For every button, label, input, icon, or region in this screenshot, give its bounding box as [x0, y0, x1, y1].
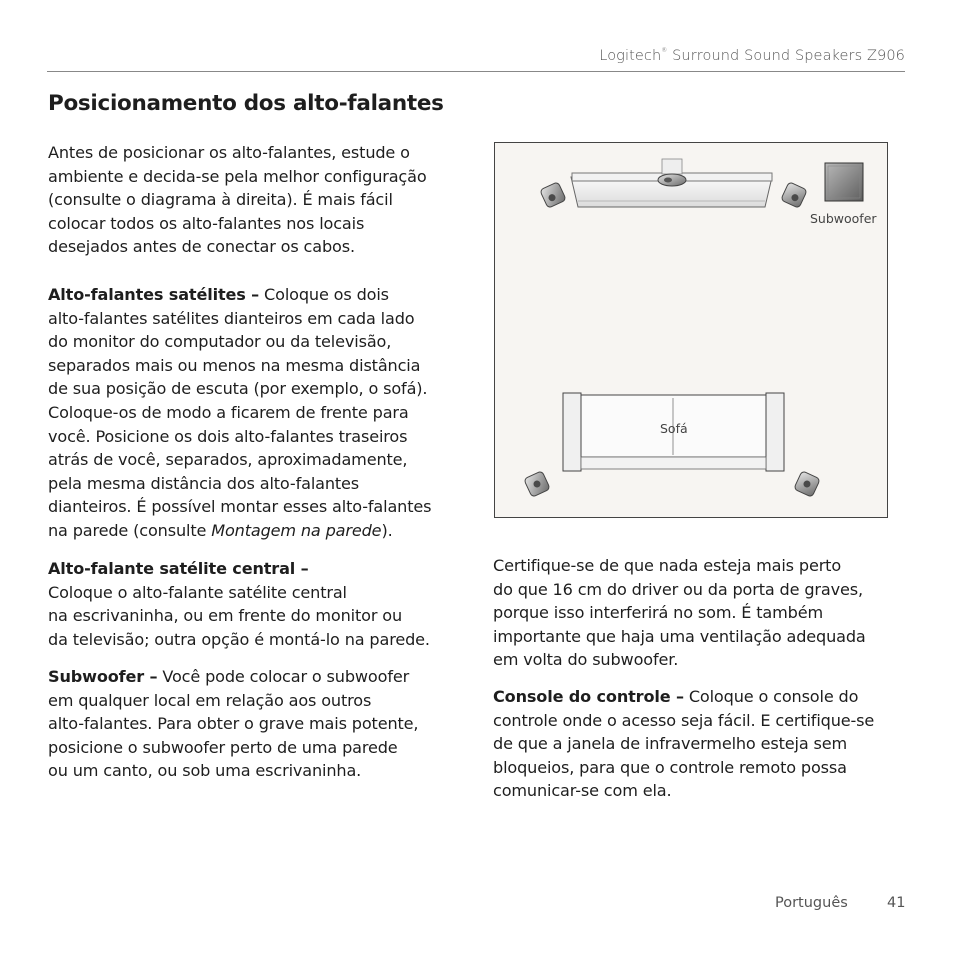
subwoofer-label: Subwoofer — [810, 211, 877, 226]
console-paragraph: Console do controle – Coloque o console do controle onde o acesso seja fácil. E certifique-se de que a janela de infravermelho esteja sem bloqueios, para que o controle remoto possa comunicar-se com ela. — [493, 687, 875, 801]
satellites-heading: Alto-falantes satélites – — [48, 285, 260, 304]
center-heading: Alto-falante satélite central – — [48, 559, 309, 578]
header-brand: Logitech — [599, 48, 662, 64]
subwoofer-heading: Subwoofer – — [48, 667, 158, 686]
header-rule — [47, 71, 905, 72]
page-number: 41 — [887, 895, 906, 911]
sofa-label: Sofá — [660, 421, 688, 436]
rear-right-speaker-icon — [794, 471, 821, 498]
mounting-reference: Montagem na parede — [211, 520, 382, 540]
center-speaker-icon — [658, 174, 686, 186]
rear-left-speaker-icon — [524, 471, 551, 498]
room-layout-diagram — [494, 142, 888, 518]
running-header — [599, 48, 905, 64]
caution-paragraph: Certifique-se de que nada esteja mais perto do que 16 cm do driver ou da porta de graves, porque isso interferirá no som. É também importante que haja uma ventilação adequada em volta do subwoofer. — [493, 556, 866, 670]
satellites-paragraph: Alto-falantes satélites – Coloque os dois alto-falantes satélites dianteiros em cada lado do monitor do computador ou da televisão, separados mais ou menos na mesma distância de sua posição de escuta (por exemplo, o sofá). Coloque-os de modo a ficarem de frente para você. Posicione os dois alto-falantes traseiros atrás de você, separados, aproximadamente, pela mesma distância dos alto-falantes dianteiros. É possível montar esses alto-falantes na parede (consulte Montagem na parede). — [48, 285, 432, 540]
front-right-speaker-icon — [781, 182, 808, 209]
front-left-speaker-icon — [540, 182, 567, 209]
subwoofer-icon — [825, 163, 863, 201]
diagram-drawing — [495, 143, 887, 517]
intro-paragraph: Antes de posicionar os alto-falantes, estude o ambiente e decida-se pela melhor configuração (consulte o diagrama à direita). É mais fácil colocar todos os alto-falantes nos locais desejados antes de conectar os cabos. — [48, 143, 427, 257]
footer-language: Português — [775, 895, 848, 911]
page-title: Posicionamento dos alto-falantes — [48, 91, 444, 116]
header-product: Surround Sound Speakers Z906 — [672, 48, 905, 64]
registered-mark: ® — [661, 47, 668, 54]
subwoofer-paragraph: Subwoofer – Você pode colocar o subwoofer em qualquer local em relação aos outros alto-falantes. Para obter o grave mais potente, posicione o subwoofer perto de uma parede ou um canto, ou sob uma escrivaninha. — [48, 667, 419, 781]
console-heading: Console do controle – — [493, 687, 684, 706]
center-paragraph: Alto-falante satélite central – Coloque o alto-falante satélite central na escrivaninha, ou em frente do monitor ou da televisão; outra opção é montá-lo na parede. — [48, 559, 430, 649]
